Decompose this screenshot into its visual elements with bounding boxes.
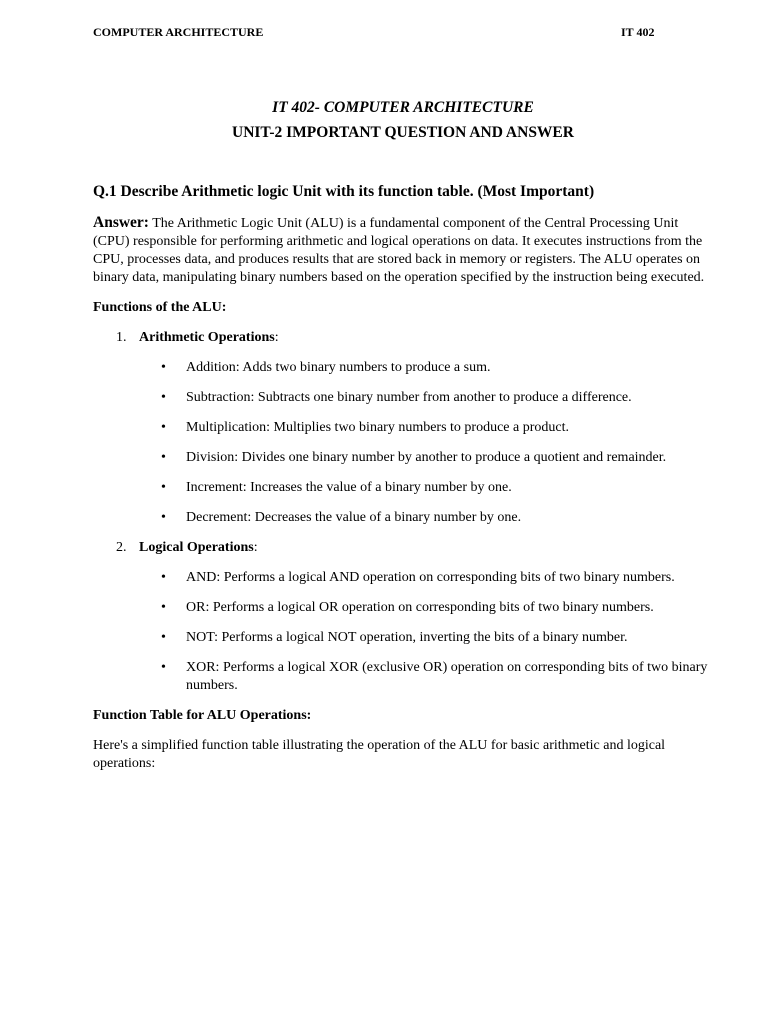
list-item-text: Addition: Adds two binary numbers to produce a sum. <box>186 360 491 375</box>
list-item-text: OR: Performs a logical OR operation on corresponding bits of two binary numbers. <box>186 600 654 615</box>
bullet-icon: • <box>161 360 166 375</box>
function-table-heading: Function Table for ALU Operations: <box>93 708 312 723</box>
document-body <box>93 183 718 785</box>
bullet-icon: • <box>161 600 166 615</box>
list-item <box>93 509 718 527</box>
bullet-icon: • <box>161 570 166 585</box>
list-item-text: NOT: Performs a logical NOT operation, inverting the bits of a binary number. <box>186 630 628 645</box>
answer-text: The Arithmetic Logic Unit (ALU) is a fundamental component of the Central Processing Unit (CPU) responsible for performing arithmetic and logical operations on data. It executes instructions from the CPU, processes data, and produces results that are stored back in memory or registers. The ALU operates on binary data, manipulating binary numbers based on the operation specified by the instruction being executed. <box>93 216 705 285</box>
bullet-icon: • <box>161 450 166 465</box>
list-item <box>93 359 718 377</box>
list-item <box>93 569 718 587</box>
list-item <box>93 449 718 467</box>
list-item-text: Division: Divides one binary number by another to produce a quotient and remainder. <box>186 450 667 465</box>
answer-label: Answer: <box>93 214 149 231</box>
functions-heading: Functions of the ALU: <box>93 300 227 315</box>
list-item-text: Multiplication: Multiplies two binary numbers to produce a product. <box>186 420 569 435</box>
arithmetic-operations-list <box>93 359 718 527</box>
list-item-text: AND: Performs a logical AND operation on corresponding bits of two binary numbers. <box>186 570 675 585</box>
question-heading: Q.1 Describe Arithmetic logic Unit with its function table. (Most Important) <box>93 183 595 200</box>
document-title: IT 402- COMPUTER ARCHITECTURE <box>272 99 534 116</box>
running-header-left: COMPUTER ARCHITECTURE <box>93 25 264 39</box>
list-item-text: Subtraction: Subtracts one binary number from another to produce a difference. <box>186 390 632 405</box>
list-item <box>93 419 718 437</box>
list-item <box>93 629 718 647</box>
list-item-text: XOR: Performs a logical XOR (exclusive OR) operation on corresponding bits of two binary numbers. <box>186 660 708 693</box>
logical-operations-list <box>93 569 718 695</box>
section-label-suffix: : <box>274 330 279 345</box>
section-label: Logical Operations <box>139 540 254 555</box>
bullet-icon: • <box>161 660 166 675</box>
list-item-text: Increment: Increases the value of a binary number by one. <box>186 480 512 495</box>
list-number: 1. <box>116 330 127 345</box>
list-item <box>93 479 718 497</box>
function-table-intro: Here's a simplified function table illustrating the operation of the ALU for basic arithmetic and logical operations: <box>93 738 666 771</box>
list-item <box>93 389 718 407</box>
section-label-suffix: : <box>253 540 258 555</box>
section-label: Arithmetic Operations <box>139 330 275 345</box>
bullet-icon: • <box>161 390 166 405</box>
bullet-icon: • <box>161 510 166 525</box>
bullet-icon: • <box>161 630 166 645</box>
bullet-icon: • <box>161 420 166 435</box>
list-number: 2. <box>116 540 127 555</box>
answer-paragraph <box>93 214 718 287</box>
document-subtitle: UNIT-2 IMPORTANT QUESTION AND ANSWER <box>232 124 574 141</box>
numbered-item-logical <box>93 539 718 557</box>
running-header-right: IT 402 <box>621 25 655 39</box>
list-item <box>93 659 718 695</box>
bullet-icon: • <box>161 480 166 495</box>
numbered-item-arithmetic <box>93 329 718 347</box>
list-item-text: Decrement: Decreases the value of a binary number by one. <box>186 510 522 525</box>
list-item <box>93 599 718 617</box>
